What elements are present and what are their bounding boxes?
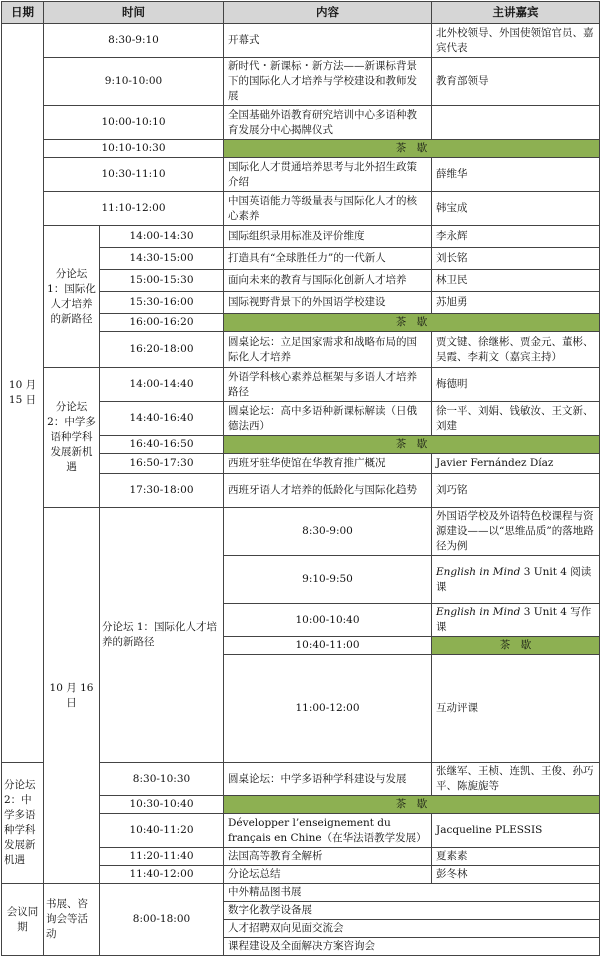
content-cell: 分论坛总结 xyxy=(224,866,432,884)
time-cell: 14:00-14:30 xyxy=(100,226,224,248)
content-cell: 开幕式 xyxy=(224,24,432,58)
header-content: 内容 xyxy=(224,2,432,24)
time-cell: 10:40-11:00 xyxy=(224,637,432,655)
tea-break-bar: 茶 歇 xyxy=(224,796,600,814)
time-cell: 8:30-10:30 xyxy=(100,763,224,796)
tea-break-bar: 茶 歇 xyxy=(224,436,600,454)
content-cell: 国际组织录用标准及评价维度 xyxy=(224,226,432,248)
time-cell: 14:40-16:40 xyxy=(100,402,224,436)
conference-item: 课程建设及全面解决方案咨询会 xyxy=(224,938,600,956)
speaker-cell: 贾文键、徐继彬、贾金元、董彬、吴霞、李莉文（嘉宾主持） xyxy=(432,332,600,368)
content-cell xyxy=(432,556,600,604)
day-label-15: 10 月 15 日 xyxy=(2,24,44,763)
schedule-table xyxy=(1,1,600,956)
speaker-cell: 苏旭勇 xyxy=(432,292,600,314)
time-cell: 8:30-9:10 xyxy=(44,24,224,58)
time-cell: 9:10-10:00 xyxy=(44,58,224,106)
content-cell: 中国英语能力等级量表与国际化人才的核心素养 xyxy=(224,192,432,226)
content-cell: 外国语学校及外语特色校课程与资源建设——以“思维品质”的落地路径为例 xyxy=(432,508,600,556)
tea-break-bar: 茶 歇 xyxy=(224,140,600,158)
forum-title: 分论坛 1：国际化人才培养的新路径 xyxy=(100,508,224,763)
lesson-label: 3 Unit 4 阅读课 xyxy=(436,565,592,593)
time-cell: 9:10-9:50 xyxy=(224,556,432,604)
header-date: 日期 xyxy=(2,2,44,24)
speaker-cell: 刘长铭 xyxy=(432,248,600,270)
content-cell: 新时代・新课标・新方法——新课标背景下的国际化人才培养与学校建设和教师发展 xyxy=(224,58,432,106)
content-cell: 西班牙驻华使馆在华教育推广概况 xyxy=(224,454,432,474)
time-cell: 15:00-15:30 xyxy=(100,270,224,292)
time-cell: 10:10-10:30 xyxy=(44,140,224,158)
time-cell: 11:20-11:40 xyxy=(100,848,224,866)
time-cell: 11:10-12:00 xyxy=(44,192,224,226)
forum-title: 分论坛 2：中学多语种学科发展新机遇 xyxy=(2,763,44,884)
forum-title: 分论坛 1：国际化人才培养的新路径 xyxy=(44,226,100,368)
time-cell: 16:50-17:30 xyxy=(100,454,224,474)
time-cell: 10:30-10:40 xyxy=(100,796,224,814)
time-cell: 17:30-18:00 xyxy=(100,474,224,508)
time-cell: 8:30-9:00 xyxy=(224,508,432,556)
conference-time: 8:00-18:00 xyxy=(100,884,224,956)
speaker-cell: 刘巧铭 xyxy=(432,474,600,508)
speaker-cell: 教育部领导 xyxy=(432,58,600,106)
content-cell: 外语学科核心素养总框架与多语人才培养路径 xyxy=(224,368,432,402)
time-cell: 10:00-10:40 xyxy=(224,604,432,637)
speaker-cell: 韩宝成 xyxy=(432,192,600,226)
content-cell: 面向未来的教育与国际化创新人才培养 xyxy=(224,270,432,292)
speaker-cell: Jacqueline PLESSIS xyxy=(432,814,600,848)
content-cell: 互动评课 xyxy=(432,655,600,763)
speaker-cell: 李永辉 xyxy=(432,226,600,248)
tea-break-bar: 茶 歇 xyxy=(224,314,600,332)
time-cell: 15:30-16:00 xyxy=(100,292,224,314)
content-cell: 圆桌论坛：中学多语种学科建设与发展 xyxy=(224,763,432,796)
content-cell: 法国高等教育全解析 xyxy=(224,848,432,866)
content-cell: 圆桌论坛：高中多语种新课标解读（日俄德法西） xyxy=(224,402,432,436)
speaker-cell: 夏素素 xyxy=(432,848,600,866)
time-cell: 14:30-15:00 xyxy=(100,248,224,270)
content-cell: 全国基础外语教育研究培训中心多语种教育发展分中心揭牌仪式 xyxy=(224,106,432,140)
forum-title: 分论坛 2：中学多语种学科发展新机遇 xyxy=(44,368,100,508)
header-time: 时间 xyxy=(44,2,224,24)
speaker-cell: 林卫民 xyxy=(432,270,600,292)
time-cell: 10:30-11:10 xyxy=(44,158,224,192)
day-label-16: 10 月 16 日 xyxy=(44,508,100,884)
time-cell: 10:00-10:10 xyxy=(44,106,224,140)
lesson-label: 3 Unit 4 写作课 xyxy=(436,606,592,633)
conference-item: 数字化教学设备展 xyxy=(224,902,600,920)
speaker-cell: Javier Fernández Díaz xyxy=(432,454,600,474)
conference-item: 中外精品图书展 xyxy=(224,884,600,902)
content-cell xyxy=(432,604,600,637)
conference-item: 人才招聘双向见面交流会 xyxy=(224,920,600,938)
book-title: English in Mind xyxy=(436,565,521,578)
time-cell: 16:40-16:50 xyxy=(100,436,224,454)
time-cell: 11:40-12:00 xyxy=(100,866,224,884)
content-cell: 国际化人才贯通培养思考与北外招生政策介绍 xyxy=(224,158,432,192)
speaker-cell: 彭冬林 xyxy=(432,866,600,884)
speaker-cell: 薛维华 xyxy=(432,158,600,192)
book-title: English in Mind xyxy=(436,606,521,618)
content-cell: 圆桌论坛：立足国家需求和战略布局的国际化人才培养 xyxy=(224,332,432,368)
speaker-cell: 梅德明 xyxy=(432,368,600,402)
content-cell: 打造具有“全球胜任力”的一代新人 xyxy=(224,248,432,270)
speaker-cell: 北外校领导、外国使领馆官员、嘉宾代表 xyxy=(432,24,600,58)
content-cell: Développer l’enseignement du français en Chine（在华法语教学发展） xyxy=(224,814,432,848)
speaker-cell xyxy=(432,106,600,140)
time-cell: 16:20-18:00 xyxy=(100,332,224,368)
content-cell: 西班牙语人才培养的低龄化与国际化趋势 xyxy=(224,474,432,508)
time-cell: 10:40-11:20 xyxy=(100,814,224,848)
content-cell: 国际视野背景下的外国语学校建设 xyxy=(224,292,432,314)
conference-label: 会议同期 xyxy=(2,884,44,956)
time-cell: 11:00-12:00 xyxy=(224,655,432,763)
time-cell: 14:00-14:40 xyxy=(100,368,224,402)
header-speakers: 主讲嘉宾 xyxy=(432,2,600,24)
conference-activity: 书展、咨询会等活动 xyxy=(44,884,100,956)
speaker-cell: 张继军、王桢、连凯、王俊、孙巧平、陈旎旎等 xyxy=(432,763,600,796)
time-cell: 16:00-16:20 xyxy=(100,314,224,332)
tea-break-bar: 茶 歇 xyxy=(432,637,600,655)
speaker-cell: 徐一平、刘娟、钱敏汝、王文新、刘建 xyxy=(432,402,600,436)
